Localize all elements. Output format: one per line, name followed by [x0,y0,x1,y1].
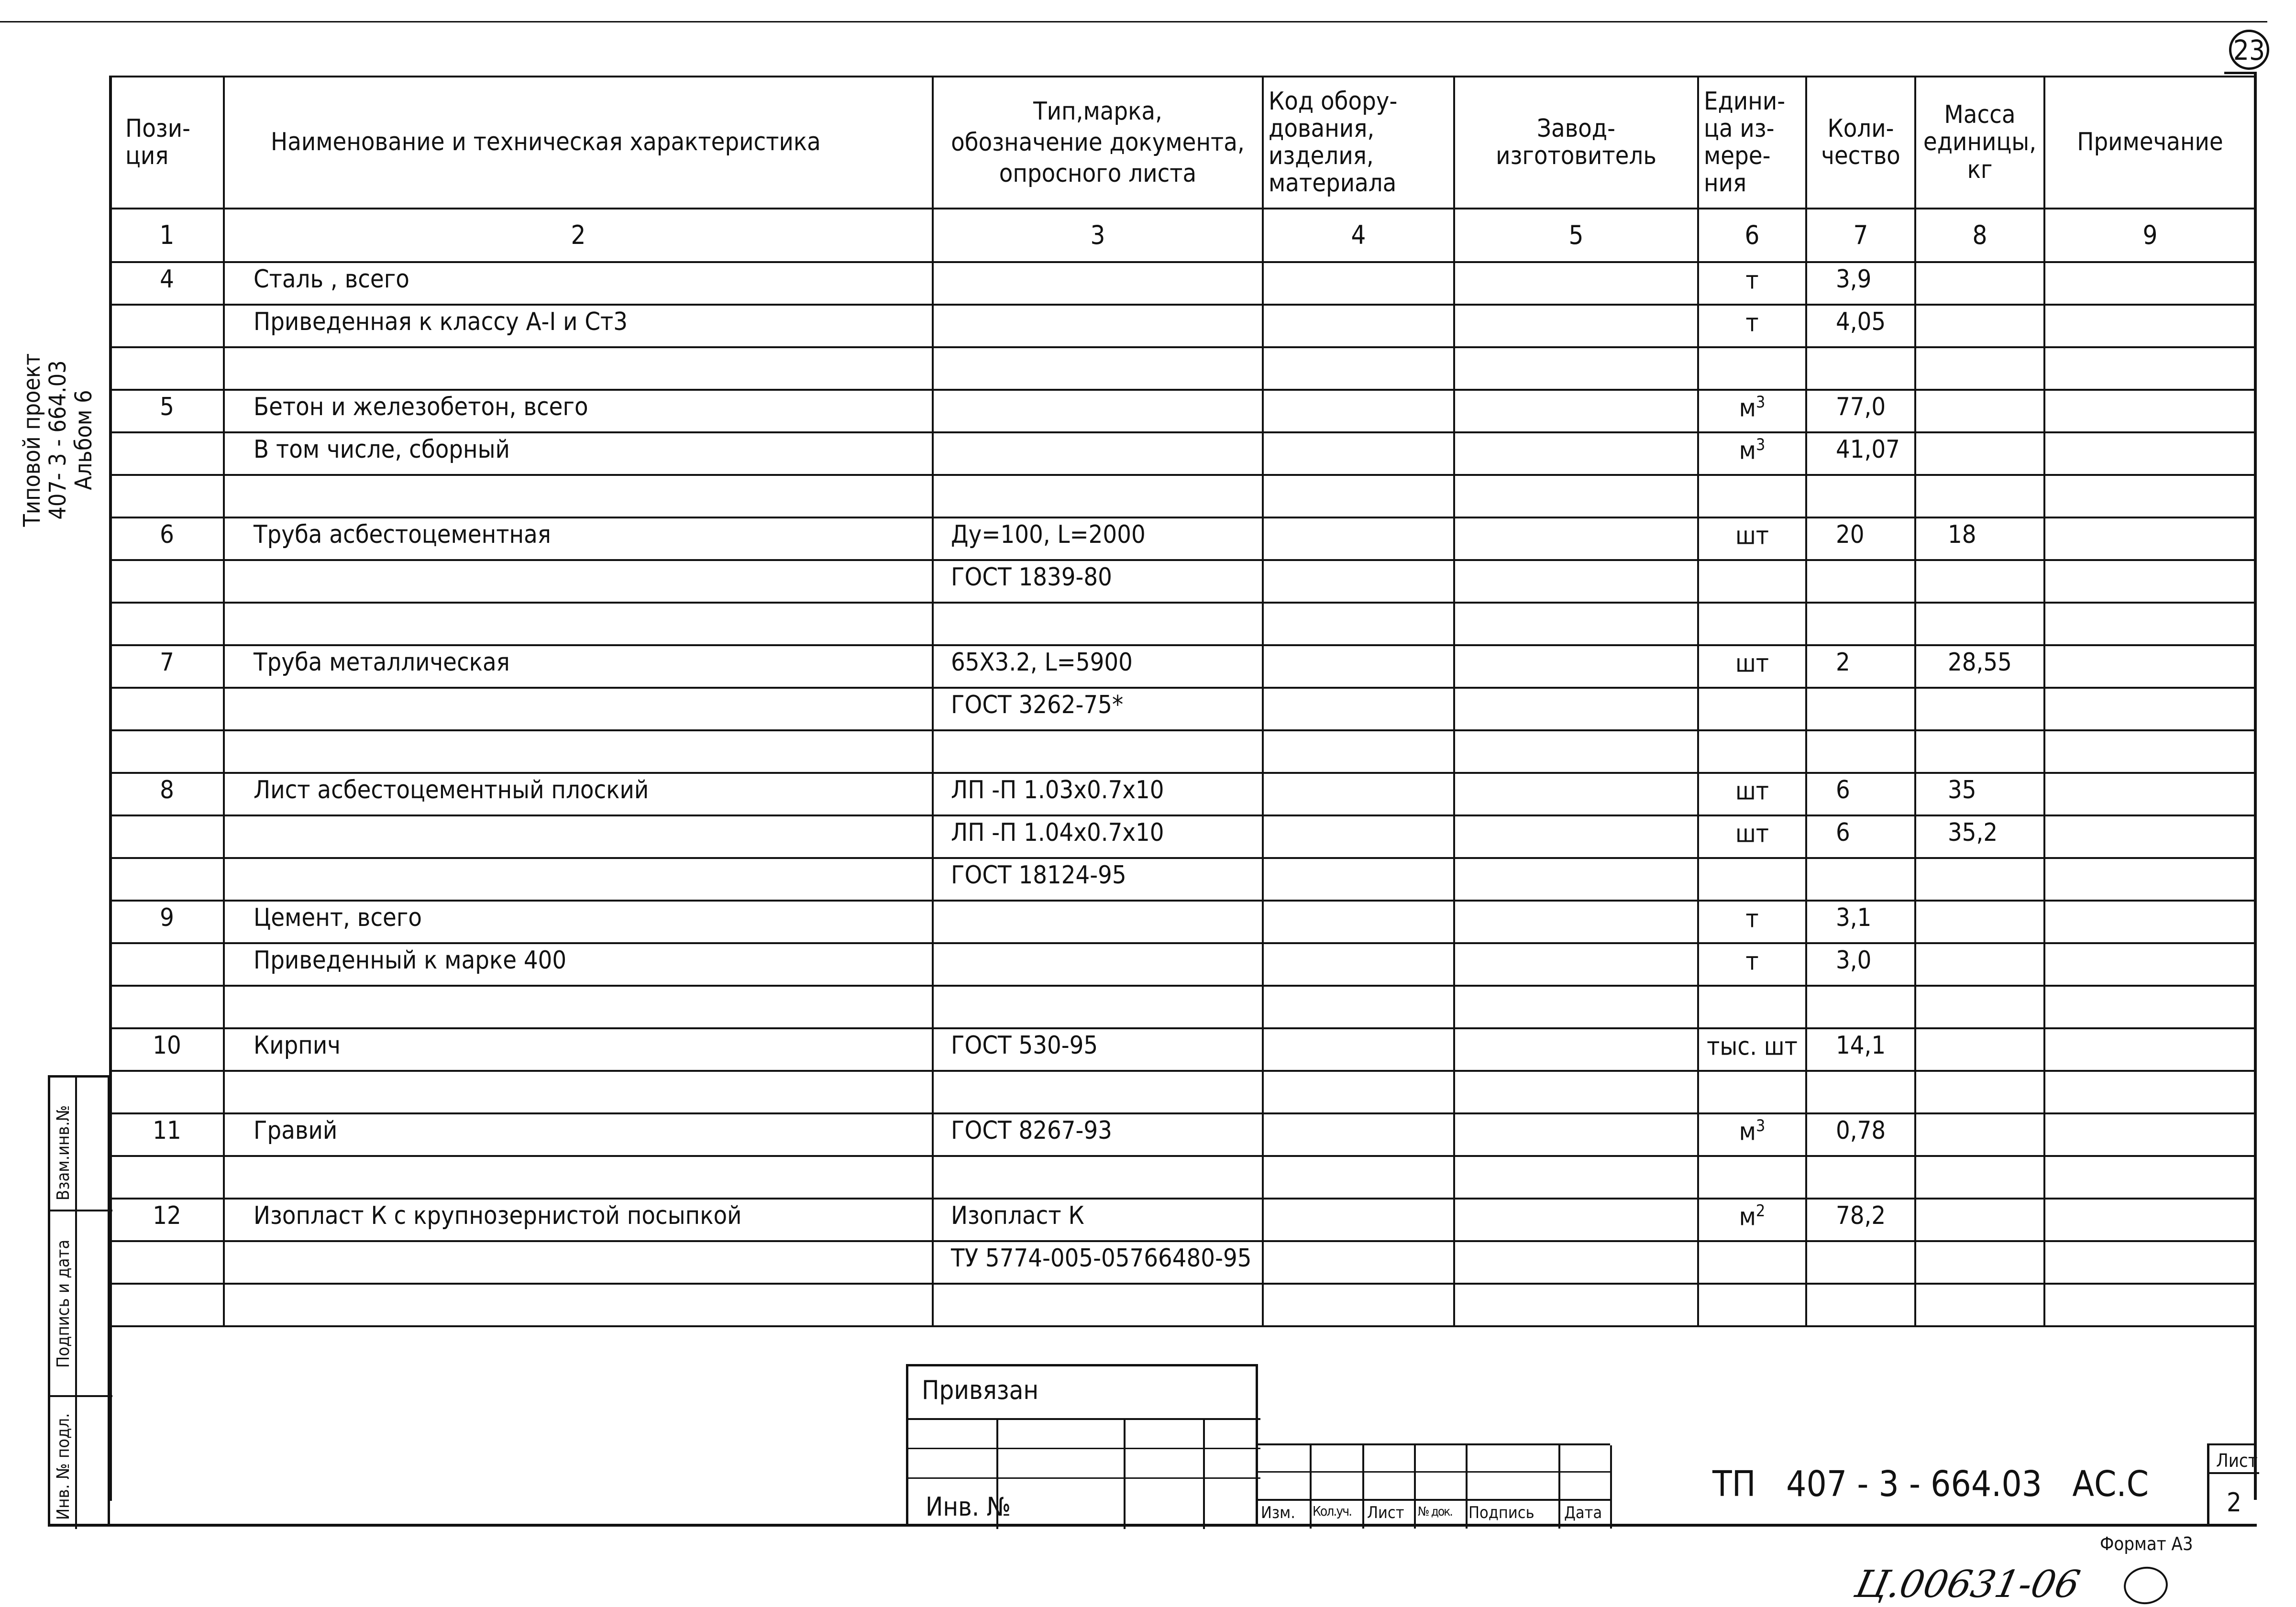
cell-position: 8 [110,773,224,815]
specification-table [109,76,2257,1327]
cell-code [1263,1071,1454,1113]
header-unit: Едини- ца из- мере- ния [1698,77,1806,209]
cell-note [2044,1071,2256,1113]
cell-quantity: 2 [1806,645,1915,688]
table-row [110,262,2256,305]
cell-position [110,1071,224,1113]
cell-name: В том числе, сборный [224,432,933,475]
cell-document [933,475,1263,517]
cell-quantity: 77,0 [1806,390,1915,432]
cell-code [1263,730,1454,773]
cell-code [1263,305,1454,347]
cell-document [933,390,1263,432]
header-mass: Масса единицы, кг [1915,77,2044,209]
cell-position [110,943,224,986]
header-name: Наименование и техническая характеристика [224,77,933,209]
sheet-box [2207,1443,2257,1527]
cell-note [2044,262,2256,305]
table-row [110,347,2256,390]
cell-quantity: 3,9 [1806,262,1915,305]
cell-note [2044,773,2256,815]
cell-position: 6 [110,517,224,560]
cell-manufacturer [1454,986,1698,1028]
cell-mass [1915,560,2044,603]
document-designation: ТП 407 - 3 - 664.03 АС.С [1712,1464,2149,1505]
cell-name: Цемент, всего [224,901,933,943]
cell-position: 11 [110,1113,224,1156]
cell-manufacturer [1454,645,1698,688]
cell-unit: $м^3$ [1698,390,1806,432]
cell-manufacturer [1454,858,1698,901]
cell-name [224,1241,933,1284]
cell-unit [1698,858,1806,901]
cell-quantity [1806,986,1915,1028]
cell-note [2044,517,2256,560]
cell-unit: тыс. шт [1698,1028,1806,1071]
cell-mass [1915,305,2044,347]
cell-code [1263,603,1454,645]
cell-document: ГОСТ 3262-75* [933,688,1263,730]
cell-document [933,347,1263,390]
cell-document: Ду=100, L=2000 [933,517,1263,560]
cell-unit: шт [1698,517,1806,560]
cell-unit [1698,1156,1806,1199]
cell-document: ЛП -П 1.04х0.7х10 [933,815,1263,858]
cell-quantity: 4,05 [1806,305,1915,347]
unit-exponent: 3 [1755,435,1766,454]
cell-note [2044,730,2256,773]
header-quantity: Коли- чество [1806,77,1915,209]
attached-label: Привязан [922,1375,1039,1405]
cell-code [1263,262,1454,305]
cell-mass [1915,943,2044,986]
table-row [110,1028,2256,1071]
table-row [110,943,2256,986]
cell-code [1263,1113,1454,1156]
cell-name: Изопласт К с крупнозернистой посыпкой [224,1199,933,1241]
table-row [110,773,2256,815]
cell-name: Приведенная к классу А-I и Ст3 [224,305,933,347]
table-row [110,730,2256,773]
sheet-label: Лист [2216,1450,2258,1471]
cell-manufacturer [1454,1113,1698,1156]
cell-position: 9 [110,901,224,943]
column-number-row [110,209,2256,262]
cell-name [224,475,933,517]
cell-unit [1698,1241,1806,1284]
cell-manufacturer [1454,730,1698,773]
column-number: 4 [1263,209,1454,262]
cell-note [2044,1284,2256,1326]
cell-document: 65Х3.2, L=5900 [933,645,1263,688]
inv-no-label: Инв. № [926,1492,1011,1522]
cell-document [933,432,1263,475]
cell-note [2044,858,2256,901]
cell-position: 12 [110,1199,224,1241]
sheet-value: 2 [2227,1487,2241,1518]
cell-note [2044,815,2256,858]
table-row [110,901,2256,943]
header-code: Код обору- дования, изделия, материала [1263,77,1454,209]
table-row [110,1241,2256,1284]
cell-name [224,730,933,773]
cell-quantity [1806,1241,1915,1284]
table-row [110,432,2256,475]
cell-manufacturer [1454,1199,1698,1241]
cell-manufacturer [1454,1071,1698,1113]
cell-code [1263,1156,1454,1199]
cell-name [224,1284,933,1326]
column-number: 2 [224,209,933,262]
cell-mass [1915,730,2044,773]
cell-quantity [1806,560,1915,603]
cell-position [110,475,224,517]
frame-top-right [2224,72,2257,74]
rev-col-label: Дата [1564,1503,1602,1522]
cell-manufacturer [1454,432,1698,475]
cell-document: ТУ 5774-005-05766480-95 [933,1241,1263,1284]
cell-unit [1698,603,1806,645]
cell-name: Труба асбестоцементная [224,517,933,560]
cell-document [933,603,1263,645]
cell-note [2044,603,2256,645]
cell-mass [1915,262,2044,305]
cell-position: 5 [110,390,224,432]
rev-col-label: № док. [1418,1505,1452,1519]
cell-position [110,305,224,347]
cell-unit [1698,347,1806,390]
cell-document [933,305,1263,347]
cell-unit: т [1698,305,1806,347]
cell-position [110,815,224,858]
cell-manufacturer [1454,560,1698,603]
revision-grid [1256,1443,1610,1527]
cell-unit: т [1698,262,1806,305]
cell-note [2044,432,2256,475]
cell-note [2044,1028,2256,1071]
cell-name: Приведенный к марке 400 [224,943,933,986]
cell-name [224,1156,933,1199]
stamp-inv-orig: Инв. № подл. [54,1413,73,1520]
cell-unit: т [1698,943,1806,986]
cell-quantity: 20 [1806,517,1915,560]
cell-note [2044,560,2256,603]
cell-unit [1698,1284,1806,1326]
cell-unit: $м^2$ [1698,1199,1806,1241]
column-number: 8 [1915,209,2044,262]
cell-manufacturer [1454,1156,1698,1199]
cell-note [2044,645,2256,688]
cell-manufacturer [1454,347,1698,390]
cell-manufacturer [1454,688,1698,730]
cell-unit: шт [1698,815,1806,858]
top-rule [0,21,2267,22]
attached-box [906,1364,1258,1527]
cell-quantity: 3,1 [1806,901,1915,943]
cell-mass: 18 [1915,517,2044,560]
cell-position [110,560,224,603]
cell-mass [1915,858,2044,901]
cell-quantity: 0,78 [1806,1113,1915,1156]
cell-quantity: 3,0 [1806,943,1915,986]
cell-document [933,1284,1263,1326]
cell-code [1263,432,1454,475]
cell-manufacturer [1454,517,1698,560]
cell-code [1263,390,1454,432]
cell-document: Изопласт К [933,1199,1263,1241]
cell-manufacturer [1454,773,1698,815]
cell-code [1263,645,1454,688]
cell-note [2044,1156,2256,1199]
cell-manufacturer [1454,1241,1698,1284]
table-row [110,986,2256,1028]
cell-note [2044,390,2256,432]
header-position: Пози- ция [110,77,224,209]
cell-mass [1915,603,2044,645]
cell-name: Труба металлическая [224,645,933,688]
cell-mass [1915,347,2044,390]
cell-code [1263,560,1454,603]
cell-code [1263,858,1454,901]
cell-manufacturer [1454,943,1698,986]
cell-manufacturer [1454,262,1698,305]
cell-mass [1915,1156,2044,1199]
cell-mass [1915,901,2044,943]
cell-name: Лист асбестоцементный плоский [224,773,933,815]
cell-quantity: 41,07 [1806,432,1915,475]
cell-position [110,730,224,773]
cell-mass [1915,475,2044,517]
cell-manufacturer [1454,390,1698,432]
cell-manufacturer [1454,901,1698,943]
cell-note [2044,347,2256,390]
handwritten-circle [2121,1564,2170,1607]
cell-code [1263,1284,1454,1326]
table-row [110,517,2256,560]
header-note: Примечание [2044,77,2256,209]
cell-manufacturer [1454,603,1698,645]
rev-col-label: Лист [1367,1503,1404,1522]
cell-position: 7 [110,645,224,688]
cell-code [1263,475,1454,517]
cell-position [110,1241,224,1284]
cell-code [1263,517,1454,560]
cell-position: 10 [110,1028,224,1071]
cell-code [1263,901,1454,943]
column-number: 5 [1454,209,1698,262]
cell-mass [1915,688,2044,730]
cell-note [2044,475,2256,517]
cell-note [2044,943,2256,986]
header-type: Тип,марка, обозначение документа, опросного листа [933,77,1263,209]
cell-unit [1698,560,1806,603]
cell-manufacturer [1454,815,1698,858]
cell-code [1263,773,1454,815]
cell-code [1263,1199,1454,1241]
cell-unit [1698,1071,1806,1113]
cell-document: ЛП -П 1.03х0.7х10 [933,773,1263,815]
cell-document [933,901,1263,943]
cell-name: Бетон и железобетон, всего [224,390,933,432]
column-number: 1 [110,209,224,262]
cell-name: Кирпич [224,1028,933,1071]
cell-quantity [1806,347,1915,390]
cell-document [933,986,1263,1028]
column-number: 6 [1698,209,1806,262]
cell-name: Сталь , всего [224,262,933,305]
format-label: Формат А3 [2100,1533,2193,1554]
cell-note [2044,1241,2256,1284]
cell-manufacturer [1454,1284,1698,1326]
cell-mass [1915,390,2044,432]
cell-document: ГОСТ 8267-93 [933,1113,1263,1156]
cell-code [1263,1028,1454,1071]
cell-quantity [1806,1071,1915,1113]
cell-note [2044,1199,2256,1241]
cell-note [2044,986,2256,1028]
cell-quantity: 14,1 [1806,1028,1915,1071]
rev-col-label: Кол.уч. [1313,1503,1352,1519]
side-label: Типовой проект 407- 3 - 664.03 Альбом 6 [19,353,97,527]
cell-name [224,815,933,858]
cell-unit: т [1698,901,1806,943]
cell-position [110,986,224,1028]
cell-code [1263,688,1454,730]
table-row [110,1071,2256,1113]
table-row [110,858,2256,901]
cell-position: 4 [110,262,224,305]
cell-name [224,560,933,603]
rev-col-label: Изм. [1261,1503,1295,1522]
cell-note [2044,1113,2256,1156]
cell-document: ГОСТ 18124-95 [933,858,1263,901]
stamp-inv-replace: Взам.инв.№ [54,1105,73,1200]
cell-code [1263,943,1454,986]
cell-position [110,688,224,730]
table-row [110,815,2256,858]
cell-code [1263,347,1454,390]
cell-mass: 35,2 [1915,815,2044,858]
column-number: 9 [2044,209,2256,262]
cell-position [110,858,224,901]
cell-name [224,688,933,730]
header-manufacturer: Завод- изготовитель [1454,77,1698,209]
cell-note [2044,688,2256,730]
cell-mass [1915,1113,2044,1156]
cell-manufacturer [1454,305,1698,347]
cell-unit [1698,730,1806,773]
cell-manufacturer [1454,475,1698,517]
stamp-sign-date: Подпись и дата [54,1239,73,1368]
table-row [110,390,2256,432]
cell-mass: 28,55 [1915,645,2044,688]
cell-unit: шт [1698,773,1806,815]
cell-mass [1915,1284,2044,1326]
cell-quantity [1806,858,1915,901]
cell-name [224,603,933,645]
column-number: 3 [933,209,1263,262]
cell-mass: 35 [1915,773,2044,815]
cell-name [224,1071,933,1113]
cell-mass [1915,432,2044,475]
table-row [110,645,2256,688]
cell-unit: $м^3$ [1698,432,1806,475]
table-row [110,1284,2256,1326]
handwritten-note: Ц.00631-06 [1851,1563,2084,1606]
cell-code [1263,1241,1454,1284]
cell-quantity: 6 [1806,815,1915,858]
cell-quantity [1806,1284,1915,1326]
cell-document: ГОСТ 530-95 [933,1028,1263,1071]
cell-quantity: 78,2 [1806,1199,1915,1241]
cell-quantity [1806,1156,1915,1199]
cell-quantity [1806,475,1915,517]
cell-manufacturer [1454,1028,1698,1071]
cell-document [933,730,1263,773]
cell-position [110,1156,224,1199]
cell-position [110,603,224,645]
cell-unit [1698,475,1806,517]
table-row [110,603,2256,645]
cell-quantity [1806,730,1915,773]
cell-name [224,858,933,901]
table-row [110,1113,2256,1156]
cell-mass [1915,1199,2044,1241]
cell-note [2044,901,2256,943]
cell-unit: шт [1698,645,1806,688]
column-number: 7 [1806,209,1915,262]
header-row [110,77,2256,209]
table-row [110,560,2256,603]
cell-document: ГОСТ 1839-80 [933,560,1263,603]
table-row [110,688,2256,730]
cell-mass [1915,986,2044,1028]
cell-document [933,1156,1263,1199]
unit-exponent: 3 [1755,1116,1766,1135]
cell-note [2044,305,2256,347]
cell-quantity: 6 [1806,773,1915,815]
table-row [110,475,2256,517]
cell-unit [1698,688,1806,730]
cell-quantity [1806,688,1915,730]
cell-document [933,1071,1263,1113]
rev-col-label: Подпись [1468,1503,1534,1522]
cell-name [224,986,933,1028]
unit-exponent: 3 [1755,393,1766,412]
table-row [110,1199,2256,1241]
cell-document [933,943,1263,986]
table-row [110,305,2256,347]
cell-position [110,347,224,390]
cell-unit: $м^3$ [1698,1113,1806,1156]
cell-name [224,347,933,390]
cell-code [1263,815,1454,858]
cell-unit [1698,986,1806,1028]
unit-exponent: 2 [1755,1201,1766,1221]
cell-mass [1915,1071,2044,1113]
cell-code [1263,986,1454,1028]
cell-position [110,432,224,475]
cell-name: Гравий [224,1113,933,1156]
table-row [110,1156,2256,1199]
cell-mass [1915,1028,2044,1071]
sheet-number-circle: 23 [2229,30,2269,70]
cell-quantity [1806,603,1915,645]
cell-document [933,262,1263,305]
cell-position [110,1284,224,1326]
cell-mass [1915,1241,2044,1284]
